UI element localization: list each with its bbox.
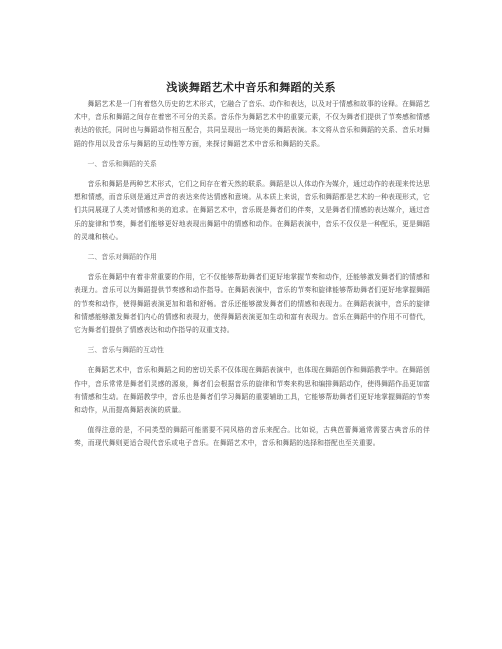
section-heading-1: 一、音乐和舞蹈的关系: [87, 159, 157, 168]
intro-paragraph: 舞蹈艺术是一门有着悠久历史的艺术形式，它融合了音乐、动作和表达，以及对于情感和故事的诠释。在舞蹈艺术中，音乐和舞蹈之间存在着密不可分的关系。音乐作为舞蹈艺术中的重要元素，不仅为舞者们提供了节奏感和情感表达的依托，同时也与舞蹈动作相互配合，共同呈现出一场完美的舞蹈表演。本文将从音乐和舞蹈的关系、音乐对舞蹈的作用以及音乐与舞蹈的互动性等方面，来探讨舞蹈艺术中音乐和舞蹈的关系。: [74, 100, 430, 148]
article-body: [74, 98, 430, 458]
article-title: 浅谈舞蹈艺术中音乐和舞蹈的关系: [166, 81, 336, 94]
section-2-paragraph: 音乐在舞蹈中有着非常重要的作用，它不仅能够帮助舞者们更好地掌握节奏和动作，还能够激发舞者们的情感和表现力。音乐可以为舞蹈提供节奏感和动作指导。在舞蹈表演中，音乐的节奏和旋律能够帮助舞者们更好地掌握舞蹈的节奏和动作，使得舞蹈表演更加和谐和舒畅。音乐还能够激发舞者们的情感和表现力。在舞蹈表演中，音乐的旋律和情感能够激发舞者们内心的情感和表现力，使得舞蹈表演更加生动和富有表现力。音乐在舞蹈中的作用不可替代，它为舞者们提供了情感表达和动作指导的双重支持。: [74, 273, 430, 335]
section-heading-2: 二、音乐对舞蹈的作用: [87, 253, 157, 262]
section-1-paragraph: 音乐和舞蹈是两种艺术形式，它们之间存在着天然的联系。舞蹈是以人体动作为媒介，通过动作的表现来传达思想和情感，而音乐则是通过声音的表达来传达情感和意境。从本质上来说，音乐和舞蹈都是艺术的一种表现形式，它们共同展现了人类对情感和美的追求。在舞蹈艺术中，音乐既是舞者们的伴奏，又是舞者们情感的表达媒介，通过音乐的旋律和节奏，舞者们能够更好地表现出舞蹈中的情感和动作。在舞蹈表演中，音乐不仅仅是一种配乐，更是舞蹈的灵魂和核心。: [74, 180, 430, 241]
section-3-paragraph: 在舞蹈艺术中，音乐和舞蹈之间的密切关系不仅体现在舞蹈表演中，也体现在舞蹈创作和舞蹈教学中。在舞蹈创作中，音乐常常是舞者们灵感的源泉，舞者们会根据音乐的旋律和节奏来构思和编排舞蹈动作，使得舞蹈作品更加富有情感和生动。在舞蹈教学中，音乐也是舞者们学习舞蹈的重要辅助工具，它能够帮助舞者们更好地掌握舞蹈的节奏和动作，从而提高舞蹈表演的质量。: [74, 366, 430, 415]
closing-paragraph: 值得注意的是，不同类型的舞蹈可能需要不同风格的音乐来配合。比如说，古典芭蕾舞通常需要古典音乐的伴奏，而现代舞则更适合现代音乐或电子音乐。在舞蹈艺术中，音乐和舞蹈的选择和搭配也至关重要。: [74, 426, 430, 448]
section-heading-3: 三、音乐与舞蹈的互动性: [87, 346, 164, 355]
